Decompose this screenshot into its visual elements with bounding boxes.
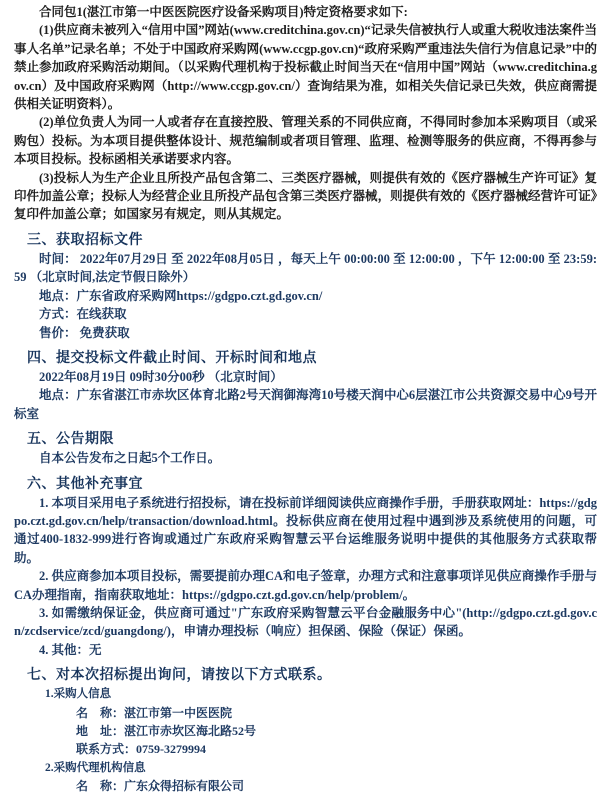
section-4-deadline-line: 2022年08月19日 09时30分00秒 （北京时间） [39,369,283,384]
section-3-location-line: 地点：广东省政府采购网https://gdgpo.czt.gd.gov.cn/ [39,288,323,303]
section-3-title: 三、获取招标文件 [27,232,143,248]
section-3-price-line: 售价： 免费获取 [39,325,130,340]
contract-package-requirements-line: 合同包1(湛江市第一中医医院医疗设备采购项目)特定资格要求如下: [39,5,408,19]
section-6-item-1: 1. 本项目采用电子系统进行招投标，请在投标前详细阅读供应商操作手册，手册获取网址：https://gdgpo.czt.gd.gov.cn/help/transaction/download.html。投标供应商在使用过程中遇到涉及系统使用的问题，可通过400-1832-999进行咨询或通过广东政府采购智慧云平台运维服务说明中提供的其他服务方式获取帮助。 [14,495,597,565]
section-6-item-4: 4. 其他：无 [39,642,102,657]
qualification-item-3: (3)投标人为生产企业且所投产品包含第二、三类医疗器械，则提供有效的《医疗器械生产许可证》复印件加盖公章；投标人为经营企业且所投产品包含第三类医疗器械，则提供有效的《医疗器械经营许可证》复印件加盖公章；如国家另有规定，则从其规定。 [14,170,597,222]
purchaser-name-line: 名 称：湛江市第一中医医院 [76,705,233,720]
section-5-title: 五、公告期限 [27,432,114,448]
purchaser-info-heading: 1.采购人信息 [45,688,112,701]
purchaser-address-line: 地 址：湛江市赤坎区海北路52号 [76,724,257,738]
section-4-title: 四、提交投标文件截止时间、开标时间和地点 [27,350,317,366]
section-6-item-2: 2. 供应商参加本项目投标，需要提前办理CA和电子签章，办理方式和注意事项详见供应商操作手册与CA办理指南，指南获取地址：https://gdgpo.czt.gd.gov.cn/help/problem/。 [14,569,597,602]
section-3-method-line: 方式：在线获取 [39,307,127,322]
section-4-location-line: 地点：广东省湛江市赤坎区体育北路2号天润御海湾10号楼天润中心6层湛江市公共资源交易中心9号开标室 [14,388,597,421]
qualification-item-1: (1)供应商未被列入“信用中国”网站(www.creditchina.gov.cn)“记录失信被执行人或重大税收违法案件当事人名单”记录名单；不处于中国政府采购网(www.ccgp.gov.cn)“政府采购严重违法失信行为信息记录”中的禁止参加政府采购活动期间。（以采购代理机构于投标截止时间当天在“信用中国”网站（www.creditchina.gov.cn）及中国政府采购网（http://www.ccgp.gov.cn/）查询结果为准，如相关失信记录已失效，供应商需提供相关证明资料）。 [14,23,597,112]
agency-name-line: 名 称：广东众得招标有限公司 [76,779,245,794]
section-6-item-3: 3. 如需缴纳保证金，供应商可通过"广东政府采购智慧云平台金融服务中心"(http://gdgpo.czt.gd.gov.cn/zcdservice/zcd/guangdong/)，申请办理投标（响应）担保函、保险（保证）保函。 [14,605,597,639]
section-6-title: 六、其他补充事宜 [27,476,143,492]
agency-info-heading: 2.采购代理机构信息 [45,761,146,774]
qualification-item-2: (2)单位负责人为同一人或者存在直接控股、管理关系的不同供应商，不得同时参加本采购项目（或采购包）投标。为本项目提供整体设计、规范编制或者项目管理、监理、检测等服务的供应商，不得再参与本项目投标。投标函相关承诺要求内容。 [14,115,597,167]
section-7-title: 七、对本次招标提出询问，请按以下方式联系。 [27,668,332,684]
section-5-period-line: 自本公告发布之日起5个工作日。 [39,451,221,466]
section-3-time-line: 时间： 2022年07月29日 至 2022年08月05日 ，每天上午 00:00:00 至 12:00:00 ，下午 12:00:00 至 23:59:59 （北京时间,法定节假日除外） [14,251,597,285]
purchaser-contact-line: 联系方式：0759-3279994 [76,742,206,757]
